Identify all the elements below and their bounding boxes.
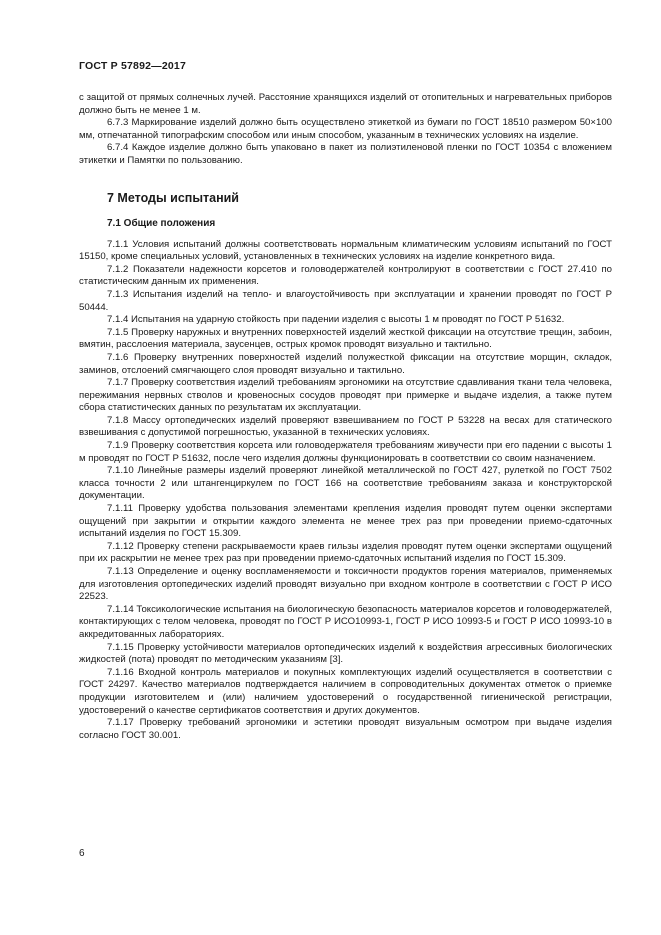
paragraph-7-1-13: 7.1.13 Определение и оценку воспламеняемости и токсичности продуктов горения материалов, применяемых для изготовления ортопедических изделий проводят визуально при входном контроле в соответствии с ГОСТ Р ИСО 22523.: [79, 566, 612, 603]
paragraph-7-1-17: 7.1.17 Проверку требований эргономики и эстетики проводят визуальным осмотром при выдаче изделия согласно ГОСТ 30.001.: [79, 717, 612, 741]
paragraph-7-1-11: 7.1.11 Проверку удобства пользования элементами крепления изделия проводят путем оценки экспертами ощущений при закрытии и открытии каждого элемента не менее трех раз при проведении приемо-сдаточных испытаний изделия по ГОСТ 15.309.: [79, 503, 612, 540]
paragraph-7-1-2: 7.1.2 Показатели надежности корсетов и головодержателей контролируют в соответствии с ГОСТ 27.410 по статистическим данным их применения.: [79, 263, 612, 288]
paragraph-6-7-3: 6.7.3 Маркирование изделий должно быть осуществлено этикеткой из бумаги по ГОСТ 18510 размером 50×100 мм, отпечатанной типографским способом или иным способом, указанным в технических условиях на изделие.: [79, 117, 612, 141]
paragraph-7-1-6: 7.1.6 Проверку внутренних поверхностей изделий полужесткой фиксации на отсутствие морщин, складок, заминов, отслоений смягчающего слоя проводят визуально и тактильно.: [79, 351, 612, 376]
standard-header: ГОСТ Р 57892—2017: [79, 60, 187, 72]
section-title: 7 Методы испытаний: [107, 190, 239, 205]
paragraph-7-1-10: 7.1.10 Линейные размеры изделий проверяют линейкой металлической по ГОСТ 427, рулеткой по ГОСТ 7502 класса точности 2 или штангенциркулем по ГОСТ 166 на соответствие требованиям заказа и конструкторской документации.: [79, 465, 612, 502]
paragraph-7-1-5: 7.1.5 Проверку наружных и внутренних поверхностей изделий жесткой фиксации на отсутствие трещин, забоин, вмятин, расслоения материала, заусенцев, острых кромок проводят визуально и тактильно.: [79, 326, 612, 351]
paragraph-7-1-9: 7.1.9 Проверку соответствия корсета или головодержателя требованиям живучести при его падении с высоты 1 м проводят по ГОСТ Р 51632, после чего изделия должны функционировать в соответствии со своим назначением.: [79, 440, 612, 464]
paragraph-7-1-4: 7.1.4 Испытания на ударную стойкость при падении изделия с высоты 1 м проводят по ГОСТ Р 51632.: [107, 314, 565, 326]
paragraph-6-7-4: 6.7.4 Каждое изделие должно быть упаковано в пакет из полиэтиленовой пленки по ГОСТ 10354 с вложением этикетки и Памятки по пользованию.: [79, 142, 612, 166]
page-number: 6: [79, 848, 85, 859]
paragraph-continuation: с защитой от прямых солнечных лучей. Расстояние хранящихся изделий от отопительных и нагревательных приборов должно быть не менее 1 м.: [79, 92, 612, 116]
paragraph-7-1-12: 7.1.12 Проверку степени раскрываемости краев гильзы изделия проводят путем оценки экспертами ощущений при их раскрытии не менее трех раз при проведении приемо-сдаточных испытаний изделия по ГОСТ 15.309.: [79, 540, 612, 565]
subsection-title: 7.1 Общие положения: [107, 217, 216, 229]
paragraph-7-1-1: 7.1.1 Условия испытаний должны соответствовать нормальным климатическим условиям испытаний по ГОСТ 15150, кроме специальных условий, установленных в технических условиях на изделие конкретного вида.: [79, 238, 612, 263]
paragraph-7-1-8: 7.1.8 Массу ортопедических изделий проверяют взвешиванием по ГОСТ Р 53228 на весах для статического взвешивания с допустимой погрешностью, указанной в технических условиях.: [79, 414, 612, 439]
paragraph-7-1-7: 7.1.7 Проверку соответствия изделий требованиям эргономики на отсутствие сдавливания ткани тела человека, пережимания нервных стволов и кровеносных сосудов проводят при примерке и выдаче изделия, а также путем сбора статистических данных по результатам их эксплуатации.: [79, 377, 612, 414]
paragraph-7-1-14: 7.1.14 Токсикологические испытания на биологическую безопасность материалов корсетов и головодержателей, контактирующих с телом человека, проводят по ГОСТ Р ИСО10993-1, ГОСТ Р ИСО 10993-5 и ГОСТ Р ИСО 10993-10 в аккредитованных лабораториях.: [79, 603, 612, 640]
document-body: [79, 92, 612, 742]
paragraph-7-1-16: 7.1.16 Входной контроль материалов и покупных комплектующих изделий осуществляется в соответствии с ГОСТ 24297. Качество материалов подтверждается наличием в сопроводительных документах отметок о приемке продукции изготовителем и (или) наличием удостоверений о государственной гигиенической регистрации, удостоверений о качестве сертификатов соответствия и других документов.: [79, 666, 612, 716]
paragraph-7-1-15: 7.1.15 Проверку устойчивости материалов ортопедических изделий к воздействия агрессивных биологических жидкостей (пота) проводят по методическим указаниям [3].: [79, 641, 612, 666]
paragraph-7-1-3: 7.1.3 Испытания изделий на тепло- и влагоустойчивость при эксплуатации и хранении проводят по ГОСТ Р 50444.: [79, 288, 612, 313]
